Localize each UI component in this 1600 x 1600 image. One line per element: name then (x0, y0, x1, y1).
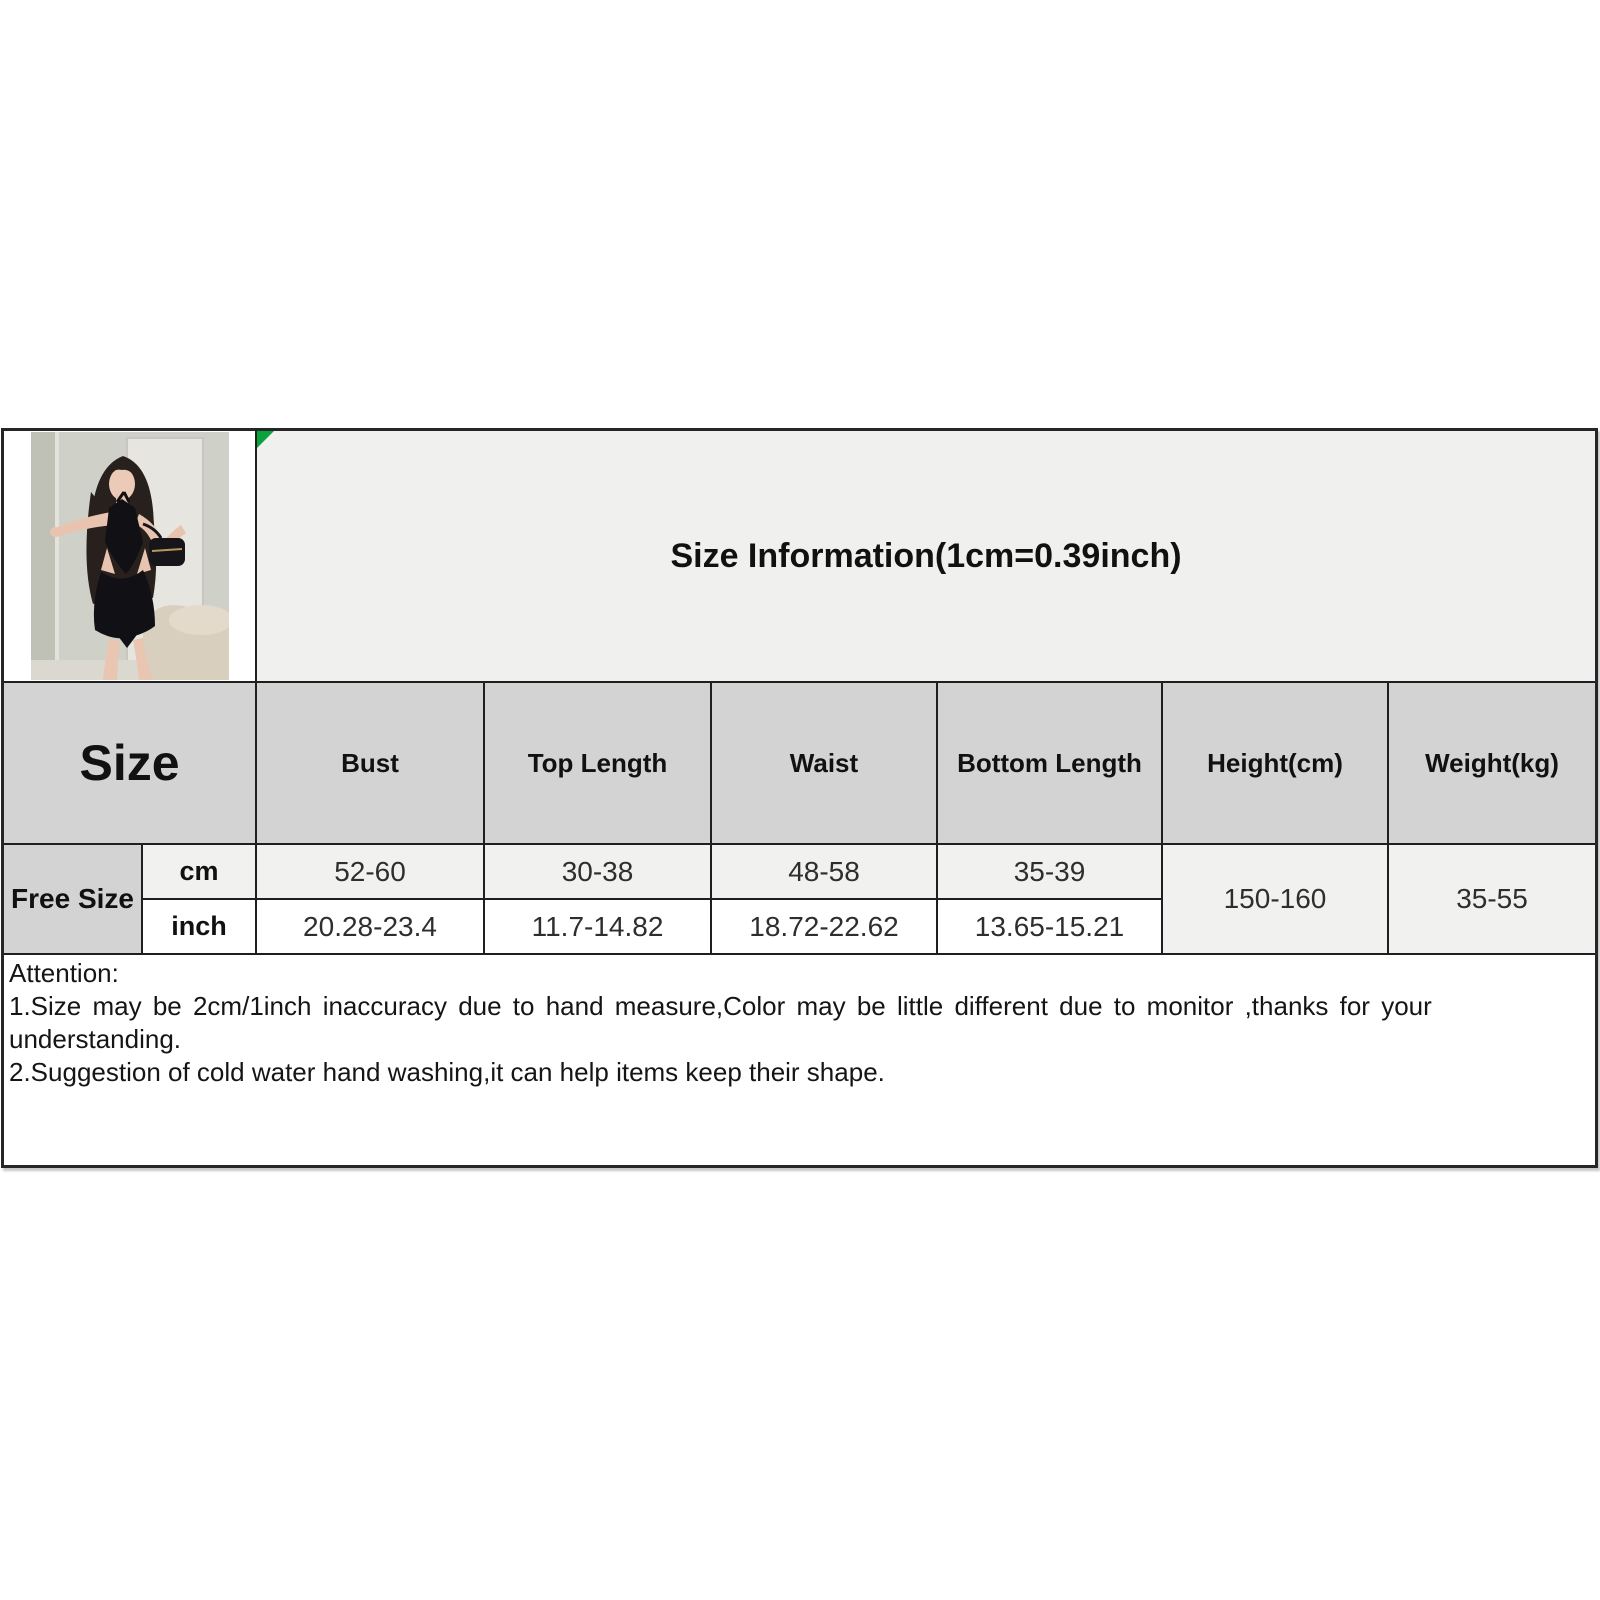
column-header-weight: Weight(kg) (1389, 683, 1595, 843)
product-photo-cell (4, 431, 255, 681)
bottom-length-cm-value: 35-39 (938, 845, 1161, 898)
bust-inch-value: 20.28-23.4 (257, 900, 483, 953)
column-header-top-length: Top Length (485, 683, 710, 843)
unit-label-inch: inch (143, 900, 255, 953)
cell-note-marker-icon (257, 431, 274, 448)
attention-line-1: 1.Size may be 2cm/1inch inaccuracy due to hand measure,Color may be little different due to monitor ,thanks for your (9, 991, 1432, 1021)
attention-heading: Attention: (9, 958, 119, 988)
column-header-bust: Bust (257, 683, 483, 843)
waist-cm-value: 48-58 (712, 845, 936, 898)
waist-inch-value: 18.72-22.62 (712, 900, 936, 953)
size-row-label: Free Size (4, 845, 141, 953)
size-information-title: Size Information(1cm=0.39inch) (670, 536, 1182, 575)
weight-value: 35-55 (1389, 845, 1595, 953)
top-length-inch-value: 11.7-14.82 (485, 900, 710, 953)
unit-label-cm: cm (143, 845, 255, 898)
column-header-waist: Waist (712, 683, 936, 843)
bottom-length-inch-value: 13.65-15.21 (938, 900, 1161, 953)
title-cell (257, 431, 1595, 681)
column-header-size: Size (4, 683, 255, 843)
height-value: 150-160 (1163, 845, 1387, 953)
top-length-cm-value: 30-38 (485, 845, 710, 898)
bust-cm-value: 52-60 (257, 845, 483, 898)
product-photo (31, 432, 229, 680)
column-header-bottom-length: Bottom Length (938, 683, 1161, 843)
attention-line-1-continued: understanding. (9, 1024, 182, 1054)
column-header-height: Height(cm) (1163, 683, 1387, 843)
size-chart-sheet (1, 428, 1598, 1168)
attention-note (4, 955, 1595, 1165)
attention-line-2: 2.Suggestion of cold water hand washing,it can help items keep their shape. (9, 1057, 885, 1087)
